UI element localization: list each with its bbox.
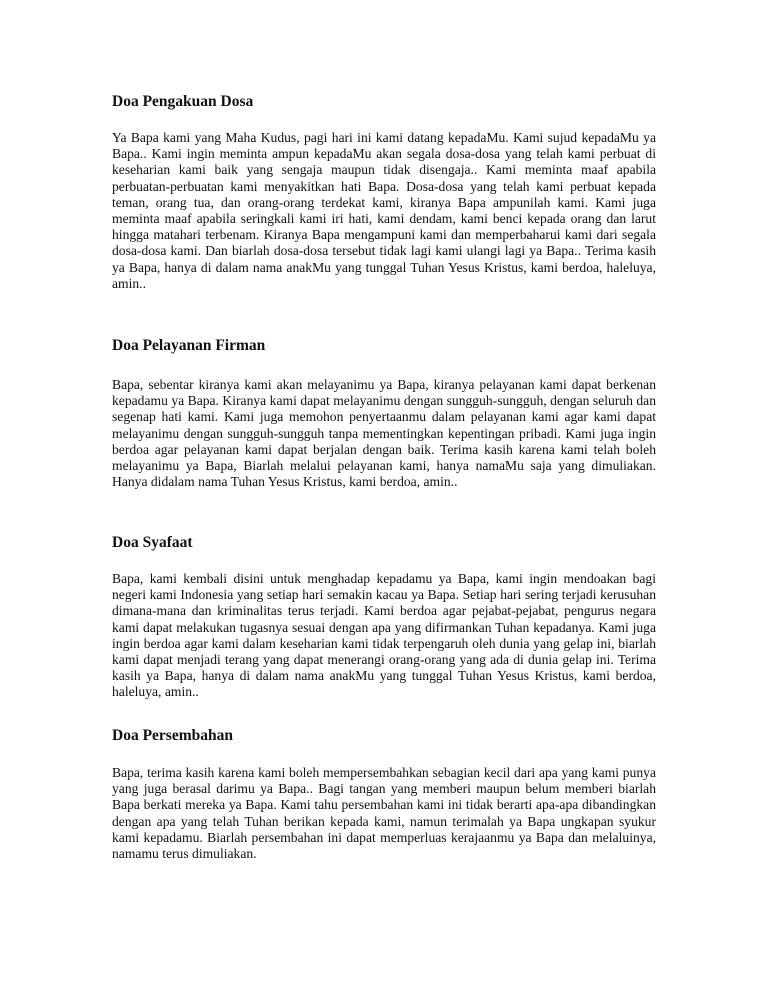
- section-heading: Doa Syafaat: [112, 534, 193, 551]
- section-heading: Doa Pelayanan Firman: [112, 337, 266, 354]
- section-pengakuan-dosa: [112, 92, 656, 292]
- section-paragraph: Bapa, sebentar kiranya kami akan melayanimu ya Bapa, kiranya pelayanan kami dapat berkenan kepadamu ya Bapa. Kiranya kami dapat melayanimu dengan sungguh-sungguh, dengan seluruh dan segenap hati kami. Kami juga memohon penyertaanmu dalam pelayanan kami agar kami dapat melayanimu dengan sungguh-sungguh tanpa mementingkan kepentingan pribadi. Kami juga ingin berdoa agar pelayanan kami dapat berjalan dengan baik. Terima kasih karena kami telah boleh melayanimu ya Bapa, Biarlah melalui pelayanan kami, hanya namaMu saja yang dimuliakan. Hanya didalam nama Tuhan Yesus Kristus, kami berdoa, amin..: [112, 377, 656, 490]
- section-paragraph: Bapa, kami kembali disini untuk menghadap kepadamu ya Bapa, kami ingin mendoakan bagi negeri kami Indonesia yang setiap hari semakin kacau ya Bapa. Setiap hari sering terjadi kerusuhan dimana-mana dan kriminalitas terus terjadi. Kami berdoa agar pejabat-pejabat, pengurus negara kami dapat melakukan tugasnya sesuai dengan apa yang difirmankan Tuhan kepadanya. Kami juga ingin berdoa agar kami dalam keseharian kami tidak terpengaruh oleh dunia yang gelap ini, biarlah kami dapat menjadi terang yang dapat menerangi orang-orang yang ada di dunia gelap ini. Terima kasih ya Bapa, hanya di dalam nama anakMu yang tunggal Tuhan Yesus Kristus, kami berdoa, haleluya, amin..: [112, 571, 656, 700]
- section-pelayanan-firman: [112, 336, 656, 490]
- section-persembahan: [112, 726, 656, 862]
- section-paragraph: Bapa, terima kasih karena kami boleh mempersembahkan sebagian kecil dari apa yang kami punya yang juga berasal darimu ya Bapa.. Bagi tangan yang memberi maupun belum memberi biarlah Bapa berkati mereka ya Bapa. Kami tahu persembahan kami ini tidak berarti apa-apa dibandingkan dengan apa yang telah Tuhan berikan kepada kami, namun terimalah ya Bapa ungkapan syukur kami kepadamu. Biarlah persembahan ini dapat memperluas kerajaanmu ya Bapa dan melaluinya, namamu terus dimuliakan.: [112, 765, 656, 862]
- section-heading: Doa Pengakuan Dosa: [112, 93, 254, 110]
- section-syafaat: [112, 533, 656, 701]
- section-heading: Doa Persembahan: [112, 727, 233, 744]
- section-paragraph: Ya Bapa kami yang Maha Kudus, pagi hari ini kami datang kepadaMu. Kami sujud kepadaMu ya Bapa.. Kami ingin meminta ampun kepadaMu akan segala dosa-dosa yang telah kami perbuat di keseharian kami baik yang sengaja maupun tidak disengaja.. Kami meminta maaf apabila perbuatan-perbuatan kami menyakitkan hati Bapa. Dosa-dosa yang telah kami perbuat kepada teman, orang tua, dan orang-orang terdekat kami, kiranya Bapa ampunilah kami. Kami juga meminta maaf apabila seringkali kami iri hati, kami dendam, kami benci kepada orang dan larut hingga matahari terbenam. Kiranya Bapa mengampuni kami dan memperbaharui kami dari segala dosa-dosa kami. Dan biarlah dosa-dosa tersebut tidak lagi kami ulangi lagi ya Bapa.. Terima kasih ya Bapa, hanya di dalam nama anakMu yang tunggal Tuhan Yesus Kristus, kami berdoa, haleluya, amin..: [112, 130, 656, 291]
